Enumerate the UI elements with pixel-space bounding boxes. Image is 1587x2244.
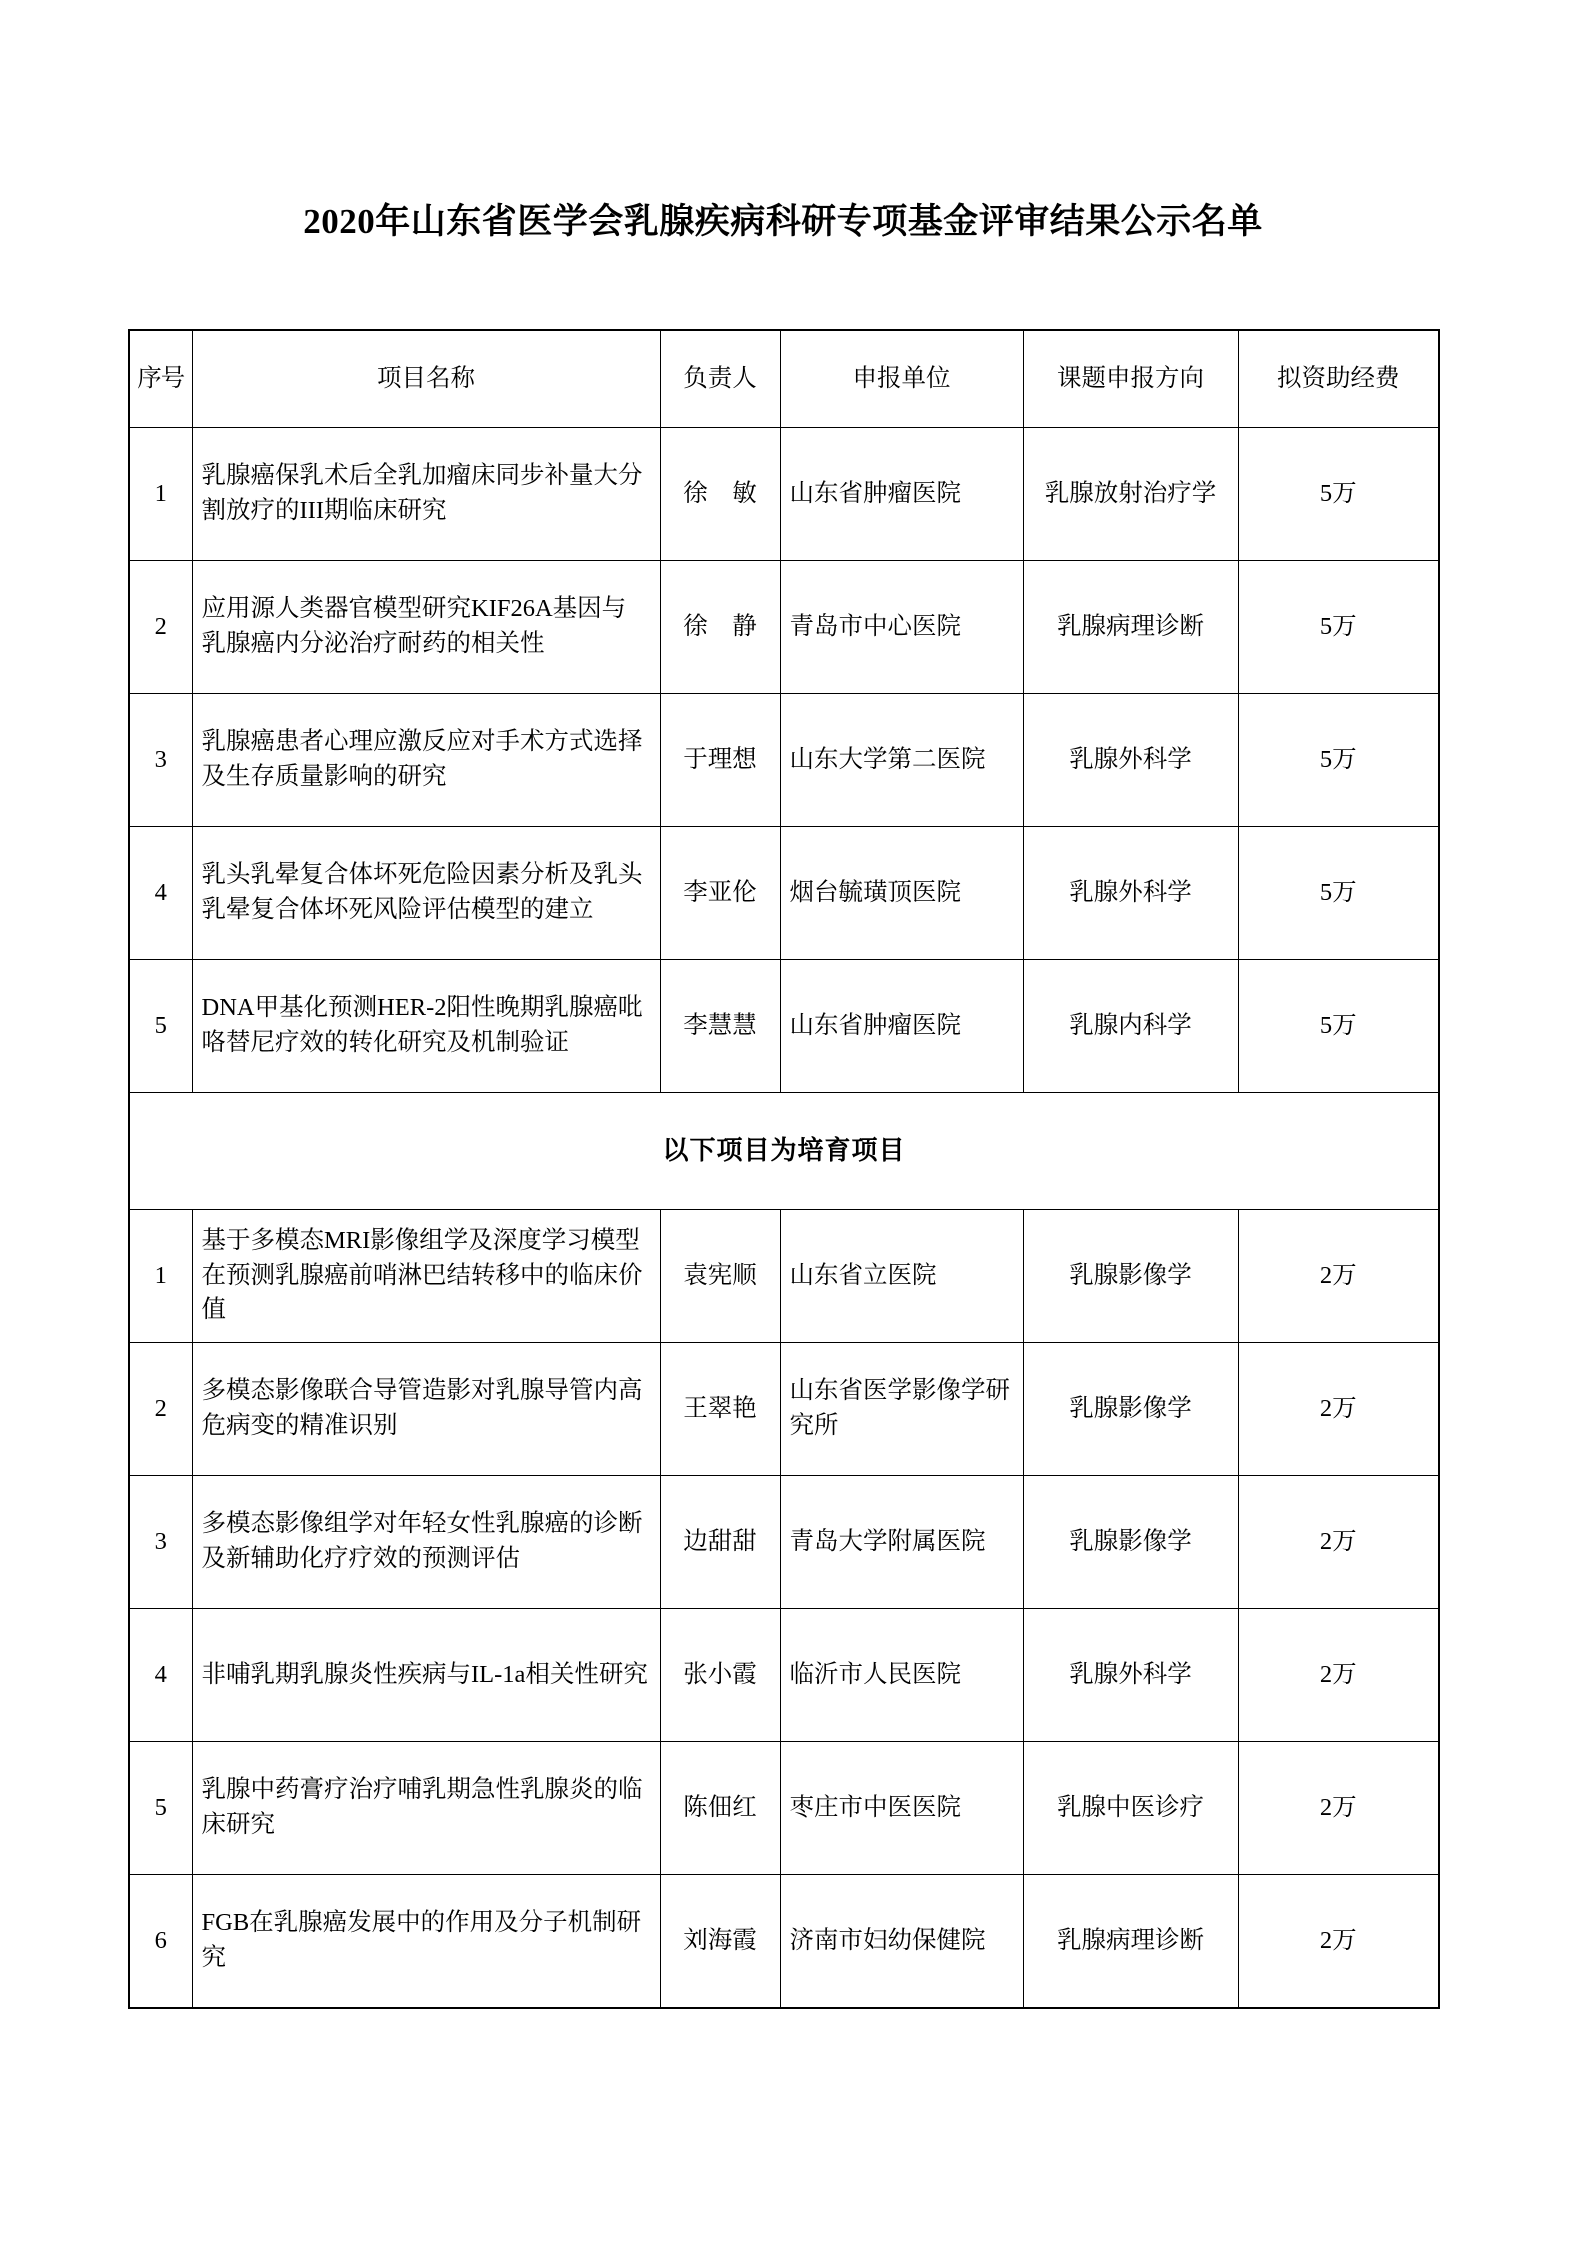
header-row <box>129 330 1439 428</box>
cell-unit: 山东省立医院 <box>780 1210 1023 1343</box>
cell-funding: 5万 <box>1238 960 1439 1093</box>
cell-project-name: 多模态影像联合导管造影对乳腺导管内高危病变的精准识别 <box>192 1343 660 1476</box>
cell-leader: 张小霞 <box>660 1609 780 1742</box>
cell-leader: 袁宪顺 <box>660 1210 780 1343</box>
table-row <box>129 1476 1439 1609</box>
cell-unit: 山东省肿瘤医院 <box>780 960 1023 1093</box>
cell-index: 2 <box>129 561 192 694</box>
cell-project-name: FGB在乳腺癌发展中的作用及分子机制研究 <box>192 1875 660 2009</box>
table-row <box>129 827 1439 960</box>
cell-project-name: 基于多模态MRI影像组学及深度学习模型在预测乳腺癌前哨淋巴结转移中的临床价值 <box>192 1210 660 1343</box>
cell-project-name: 非哺乳期乳腺炎性疾病与IL-1a相关性研究 <box>192 1609 660 1742</box>
cell-unit: 青岛大学附属医院 <box>780 1476 1023 1609</box>
cell-leader: 陈佃红 <box>660 1742 780 1875</box>
cell-direction: 乳腺外科学 <box>1023 694 1238 827</box>
cell-funding: 5万 <box>1238 561 1439 694</box>
cell-index: 3 <box>129 694 192 827</box>
cell-direction: 乳腺病理诊断 <box>1023 561 1238 694</box>
cell-direction: 乳腺内科学 <box>1023 960 1238 1093</box>
cell-funding: 2万 <box>1238 1875 1439 2009</box>
cell-index: 1 <box>129 1210 192 1343</box>
table-row <box>129 1875 1439 2009</box>
cell-unit: 枣庄市中医医院 <box>780 1742 1023 1875</box>
results-table <box>128 329 1440 2009</box>
cell-direction: 乳腺外科学 <box>1023 827 1238 960</box>
cell-funding: 5万 <box>1238 428 1439 561</box>
cell-unit: 青岛市中心医院 <box>780 561 1023 694</box>
cell-direction: 乳腺影像学 <box>1023 1210 1238 1343</box>
cell-funding: 2万 <box>1238 1742 1439 1875</box>
cell-direction: 乳腺影像学 <box>1023 1476 1238 1609</box>
cell-funding: 2万 <box>1238 1476 1439 1609</box>
cell-unit: 临沂市人民医院 <box>780 1609 1023 1742</box>
cell-direction: 乳腺病理诊断 <box>1023 1875 1238 2009</box>
section-divider-row <box>129 1093 1439 1210</box>
cell-project-name: 乳腺癌保乳术后全乳加瘤床同步补量大分割放疗的III期临床研究 <box>192 428 660 561</box>
cell-direction: 乳腺放射治疗学 <box>1023 428 1238 561</box>
column-header-unit: 申报单位 <box>780 330 1023 428</box>
cell-unit: 山东大学第二医院 <box>780 694 1023 827</box>
table-row <box>129 1609 1439 1742</box>
cell-leader: 刘海霞 <box>660 1875 780 2009</box>
column-header-project-name: 项目名称 <box>192 330 660 428</box>
column-header-funding: 拟资助经费 <box>1238 330 1439 428</box>
table-row <box>129 561 1439 694</box>
cell-index: 5 <box>129 1742 192 1875</box>
column-header-index: 序号 <box>129 330 192 428</box>
cell-index: 4 <box>129 1609 192 1742</box>
cell-unit: 烟台毓璜顶医院 <box>780 827 1023 960</box>
section-divider-label: 以下项目为培育项目 <box>129 1093 1439 1210</box>
table-row <box>129 960 1439 1093</box>
cell-project-name: 应用源人类器官模型研究KIF26A基因与乳腺癌内分泌治疗耐药的相关性 <box>192 561 660 694</box>
cell-direction: 乳腺影像学 <box>1023 1343 1238 1476</box>
cell-funding: 2万 <box>1238 1609 1439 1742</box>
cell-direction: 乳腺外科学 <box>1023 1609 1238 1742</box>
cell-leader: 李慧慧 <box>660 960 780 1093</box>
cell-index: 5 <box>129 960 192 1093</box>
cell-funding: 5万 <box>1238 827 1439 960</box>
cell-project-name: DNA甲基化预测HER-2阳性晚期乳腺癌吡咯替尼疗效的转化研究及机制验证 <box>192 960 660 1093</box>
cell-direction: 乳腺中医诊疗 <box>1023 1742 1238 1875</box>
cell-index: 1 <box>129 428 192 561</box>
cell-project-name: 多模态影像组学对年轻女性乳腺癌的诊断及新辅助化疗疗效的预测评估 <box>192 1476 660 1609</box>
cell-index: 6 <box>129 1875 192 2009</box>
table-row <box>129 694 1439 827</box>
cell-leader: 于理想 <box>660 694 780 827</box>
table-row <box>129 428 1439 561</box>
cell-leader: 边甜甜 <box>660 1476 780 1609</box>
cell-index: 4 <box>129 827 192 960</box>
table-row <box>129 1210 1439 1343</box>
cell-project-name: 乳头乳晕复合体坏死危险因素分析及乳头乳晕复合体坏死风险评估模型的建立 <box>192 827 660 960</box>
results-table-container <box>128 329 1438 2009</box>
table-row <box>129 1343 1439 1476</box>
cell-funding: 2万 <box>1238 1210 1439 1343</box>
page-title: 2020年山东省医学会乳腺疾病科研专项基金评审结果公示名单 <box>303 202 1263 241</box>
cell-funding: 5万 <box>1238 694 1439 827</box>
table-header <box>129 330 1439 428</box>
cell-unit: 山东省肿瘤医院 <box>780 428 1023 561</box>
column-header-direction: 课题申报方向 <box>1023 330 1238 428</box>
table-body <box>129 428 1439 2009</box>
table-row <box>129 1742 1439 1875</box>
cell-leader: 徐 敏 <box>660 428 780 561</box>
cell-leader: 徐 静 <box>660 561 780 694</box>
cell-index: 3 <box>129 1476 192 1609</box>
cell-leader: 王翠艳 <box>660 1343 780 1476</box>
cell-unit: 济南市妇幼保健院 <box>780 1875 1023 2009</box>
cell-unit: 山东省医学影像学研究所 <box>780 1343 1023 1476</box>
cell-funding: 2万 <box>1238 1343 1439 1476</box>
cell-project-name: 乳腺癌患者心理应激反应对手术方式选择及生存质量影响的研究 <box>192 694 660 827</box>
cell-index: 2 <box>129 1343 192 1476</box>
cell-leader: 李亚伦 <box>660 827 780 960</box>
cell-project-name: 乳腺中药膏疗治疗哺乳期急性乳腺炎的临床研究 <box>192 1742 660 1875</box>
column-header-leader: 负责人 <box>660 330 780 428</box>
